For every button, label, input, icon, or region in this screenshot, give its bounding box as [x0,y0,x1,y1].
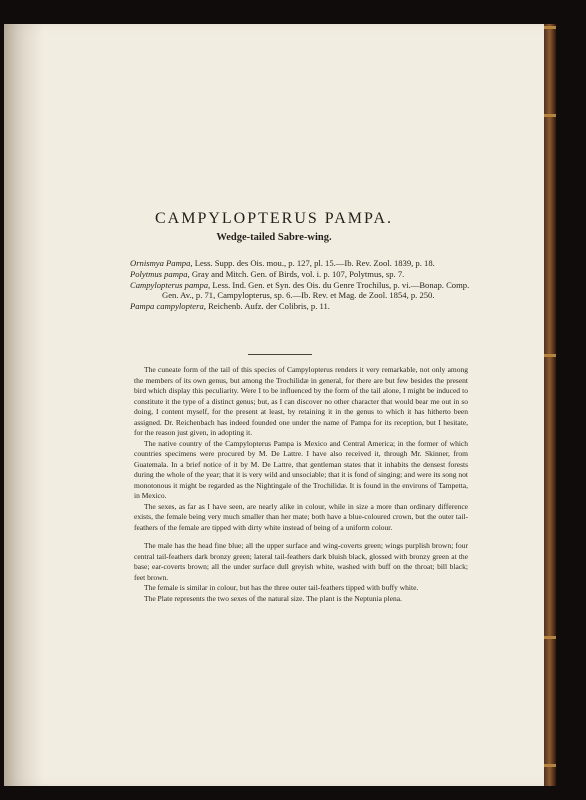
book-page [4,24,544,786]
synonym-reference: Gray and Mitch. Gen. of Birds, vol. i. p. 107, Polytmus, sp. 7. [191,268,405,279]
body-paragraph: The Plate represents the two sexes of the natural size. The plant is the Neptunia plena. [144,593,402,603]
synonymy-list [130,258,510,312]
body-text [134,365,468,604]
book-edge [542,24,556,786]
body-paragraph: The male has the head fine blue; all the upper surface and wing-coverts green; wings purplish brown; four central tail-feathers dark bronzy green; lateral tail-feathers dark bluish black, glossed with bronzy green at the base; ear-coverts brown; all the under surface dull greyish white, washed with buff on the throat; bill black; feet brown. [134,541,468,582]
synonym-reference: Less. Ind. Gen. et Syn. des Ois. du Genre Trochilus, p. vi.—Bonap. Comp. [212,279,470,290]
synonym-entry [130,269,510,280]
synonym-reference: Reichenb. Aufz. der Colibris, p. 11. [208,301,330,312]
synonym-name: Campylopterus pampa, [130,279,211,290]
synonym-entry [130,290,510,301]
edge-band [542,354,556,357]
synonym-name: Polytmus pampa, [130,268,190,279]
page-gutter [4,24,44,786]
body-paragraph: The native country of the Campylopterus Pampa is Mexico and Central America; in the former of which countries specimens were procured by M. De Lattre. I have also received it, through Mr. Skinner, from Guatemala. In a brief notice of it by M. De Lattre, that gentleman states that it inhabits the densest forests during the whole of the year; that it is very wild and unsociable; that it is fond of singing; and were its song not monotonous it might be regarded as the Nightingale of the Trochilidæ. It is found in the environs of Tampetta, in Mexico. [134,438,468,500]
synonym-name: Pampa campyloptera, [130,301,206,312]
synonym-entry [130,301,510,312]
edge-band [542,114,556,117]
edge-band [542,764,556,767]
page-subtitle: Wedge-tailed Sabre-wing. [216,232,332,243]
synonym-name: Ornismya Pampa, [130,258,193,268]
body-paragraph: The female is similar in colour, but has the three outer tail-feathers tipped with buffy white. [144,583,419,592]
body-paragraph: The sexes, as far as I have seen, are nearly alike in colour, while in size a more than ordinary difference exists, the female being very much smaller than her mate; both have a blue-coloured crown, but the outer tail-feathers of the female are tipped with dirty white instead of being of a uniform colour. [134,501,468,532]
synonym-reference: Gen. Av., p. 71, Campylopterus, sp. 6.—Ib. Rev. et Mag. de Zool. 1854, p. 250. [162,290,435,301]
edge-band [542,636,556,639]
page-title: CAMPYLOPTERUS PAMPA. [155,210,393,227]
edge-band [542,26,556,29]
divider-rule [248,354,312,355]
synonym-entry [130,258,510,269]
body-paragraph: The cuneate form of the tail of this species of Campylopterus renders it very remarkable, not only among the members of its own genus, but among the Trochilidæ in general, for there are but few besides the present bird which display this peculiarity. Were I to be influenced by the form of the tail alone, I might be induced to constitute it the type of a distinct genus; but, as I can discover no other character that would bear me out in so doing, I content myself, for the present at least, by retaining it in the genus to which it has hitherto been assigned. Dr. Reichenbach has indeed founded one under the name of Pampa for its reception, but I hesitate, for the reason just given, in adopting it. [134,365,468,437]
synonym-reference: Less. Supp. des Ois. mou., p. 127, pl. 15.—Ib. Rev. Zool. 1839, p. 18. [194,258,435,268]
synonym-entry [130,280,510,291]
